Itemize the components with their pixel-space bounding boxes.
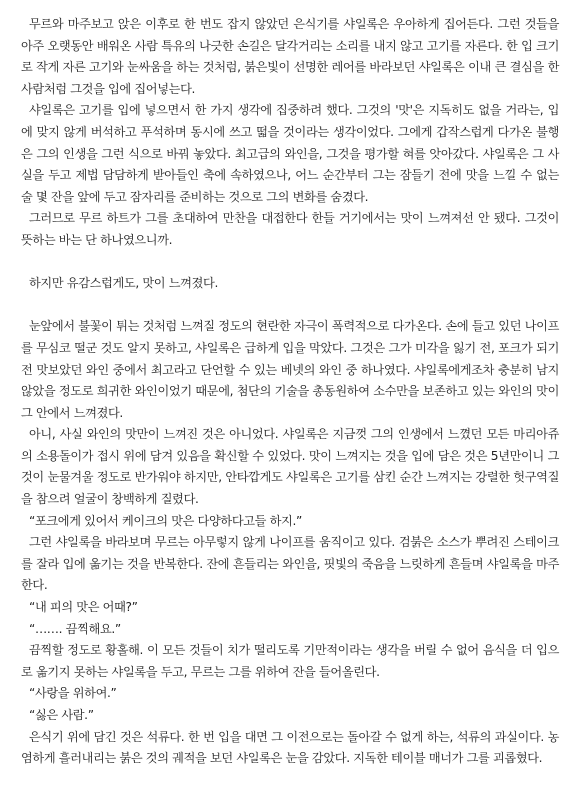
dialogue-3: “……. 끔찍해요.” <box>29 621 121 636</box>
dialogue-2: “내 피의 맛은 어때?” <box>29 600 138 615</box>
paragraph-9: 은식기 위에 담긴 것은 석류다. 한 번 입을 대면 그 이전으로는 돌아갈 수 없게 하는, 석류의 과실이다. 농염하게 흘러내리는 붉은 것의 궤적을 보던 샤일록은 눈을 감았다. 지독한 테이블 매너가 그를 괴롭혔다. <box>21 729 559 766</box>
paragraph-4: 하지만 유감스럽게도, 맛이 느껴졌다. <box>29 276 218 291</box>
paragraph-1: 무르와 마주보고 앉은 이후로 한 번도 잡지 않았던 은식기를 샤일록은 우아하게 집어든다. 그런 것들을 아주 오랫동안 배워온 사람 특유의 나긋한 손길은 달각거리는 소리를 내지 않고 고기를 자른다. 한 입 크기로 작게 자른 고기와 눈싸움을 하는 것처럼, 붉은빛이 선명한 레어를 바라보던 샤일록은 이내 큰 결심을 한 사람처럼 그것을 입에 집어넣는다. <box>21 17 559 96</box>
paragraph-6: 아니, 사실 와인의 맛만이 느껴진 것은 아니었다. 샤일록은 지금껏 그의 인생에서 느꼈던 모든 마리아쥬의 소용돌이가 접시 위에 담겨 있음을 확신할 수 있었다. 맛이 느껴지는 것을 입에 담은 것은 5년만이니 그것이 눈물겨울 정도로 반가워야 하지만, 안타깝게도 샤일록은 고기를 삼킨 순간 느껴지는 강렬한 헛구역질을 참으려 얼굴이 창백하게 질렸다. <box>21 427 559 507</box>
paragraph-5: 눈앞에서 불꽃이 튀는 것처럼 느껴질 정도의 현란한 자극이 폭력적으로 다가온다. 손에 들고 있던 나이프를 무심코 떨군 것도 알지 못하고, 샤일록은 급하게 입을 막았다. 그것은 그가 미각을 잃기 전, 포크가 되기 전 맛보았던 와인 중에서 최고라고 단언할 수 있는 베넷의 와인 중 하나였다. 샤일록에게조차 충분히 남지 않았을 정도로 희귀한 와인이었기 때문에, 첨단의 기술을 총동원하여 소수만을 보존하고 있는 와인의 맛이 그 안에서 느껴졌다. <box>21 319 559 420</box>
paragraph-3: 그러므로 무르 하트가 그를 초대하여 만찬을 대접한다 한들 거기에서는 맛이 느껴져선 안 됐다. 그것이 뜻하는 바는 단 하나였으니까. <box>21 211 559 247</box>
dialogue-4: “사랑을 위하여.” <box>29 686 117 701</box>
dialogue-1: “포크에게 있어서 케이크의 맛은 다양하다고들 하지.” <box>29 513 302 528</box>
paragraph-2: 샤일록은 고기를 입에 넣으면서 한 가지 생각에 집중하려 했다. 그것의 '맛'은 지독히도 없을 거라는, 입에 맞지 않게 버석하고 푸석하며 동시에 쓰고 떫을 것이라는 생각이었다. 그에게 갑작스럽게 다가온 불행은 그의 인생을 그런 식으로 바꿔 놓았다. 최고급의 와인을, 그것을 평가할 혀를 앗아갔다. 샤일록은 그 사실을 두고 제법 담담하게 받아들인 축에 속하였으나, 어느 순간부터 그는 잠들기 전에 맛을 느낄 수 없는 술 몇 잔을 앞에 두고 잠자리를 준비하는 것으로 그의 변화를 숨겼다. <box>21 103 559 204</box>
dialogue-5: “싫은 사람.” <box>29 708 94 722</box>
paragraph-8: 끔찍할 정도로 황홀해. 이 모든 것들이 치가 떨리도록 기만적이라는 생각을 버릴 수 없어 음식을 더 입으로 옮기지 못하는 샤일록을 두고, 무르는 그를 위하여 잔을 들어올린다. <box>21 643 559 679</box>
paragraph-7: 그런 샤일록을 바라보며 무르는 아무렇지 않게 나이프를 움직이고 있다. 검붉은 소스가 뿌려진 스테이크를 잘라 입에 옮기는 것을 반복한다. 잔에 흔들리는 와인을, 핏빛의 죽음을 느릿하게 흔들며 샤일록을 마주한다. <box>21 535 559 593</box>
